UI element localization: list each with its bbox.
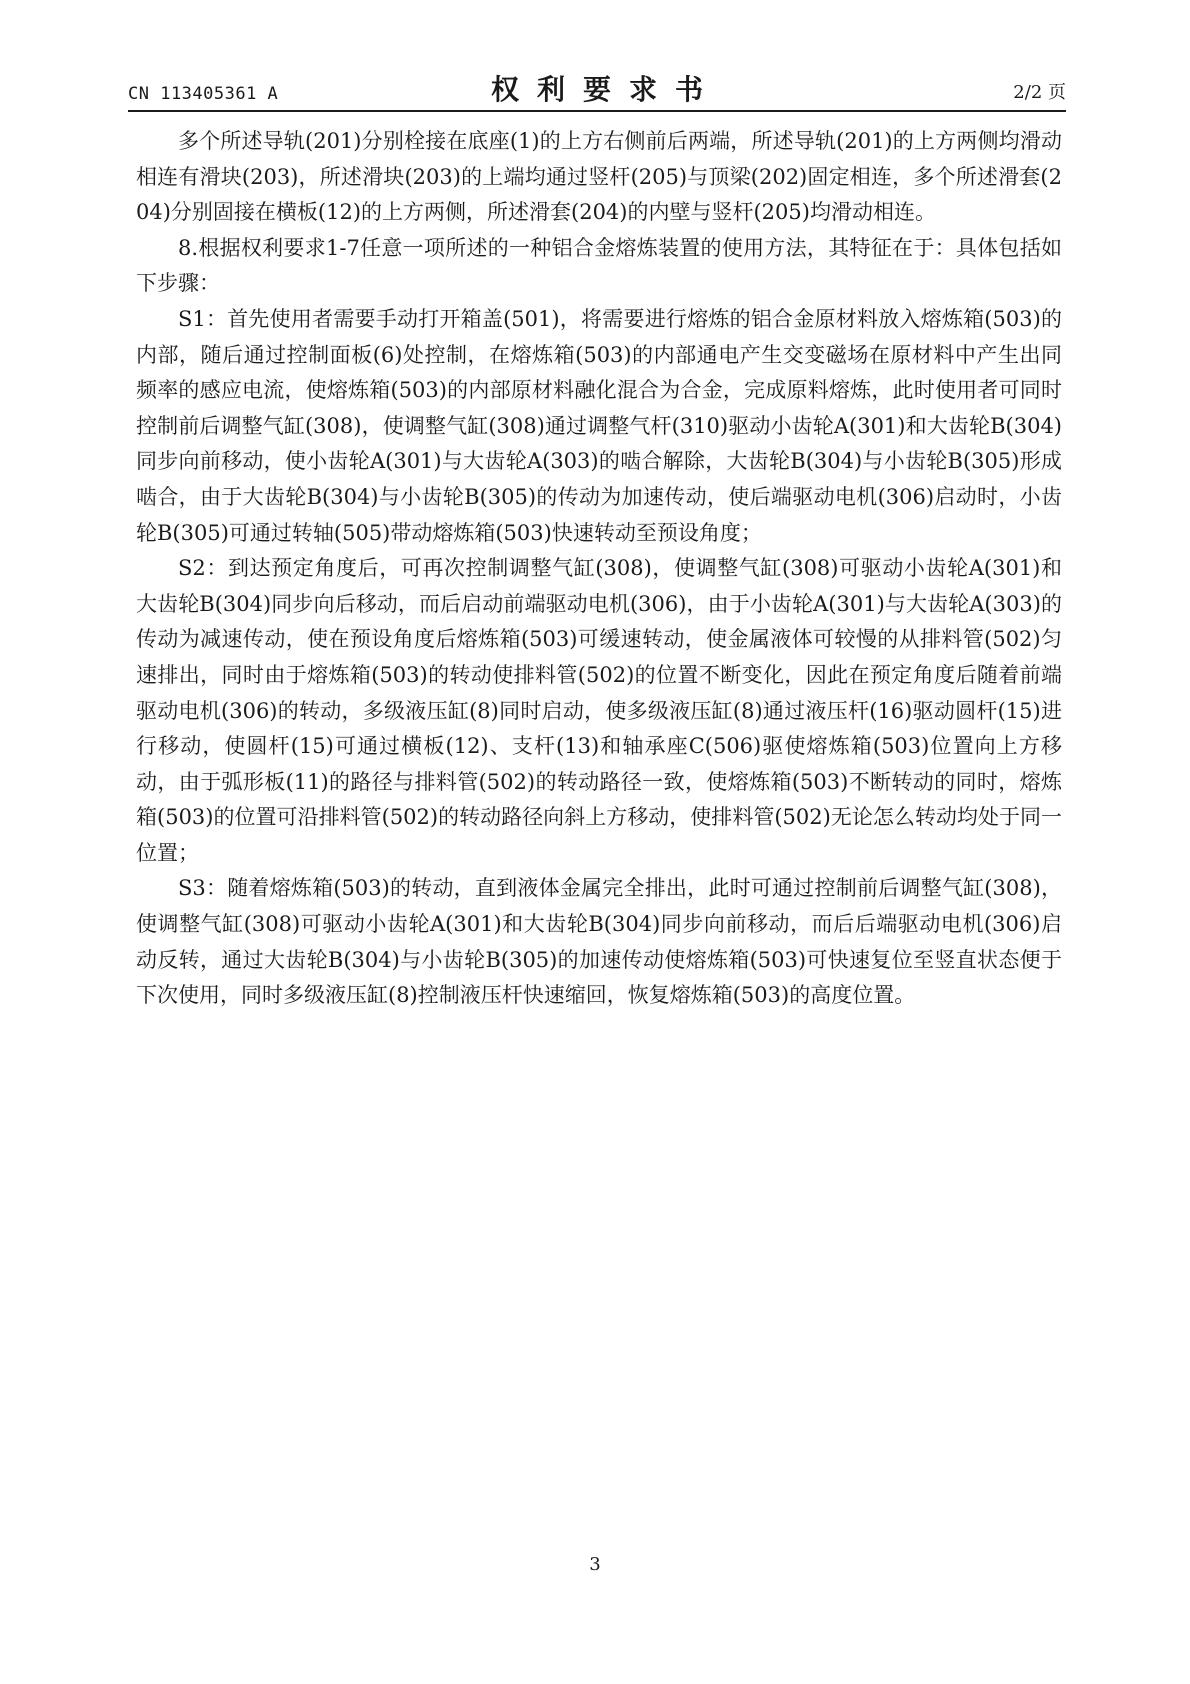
step-s2-paragraph: S2：到达预定角度后，可再次控制调整气缸(308)，使调整气缸(308)可驱动小齿轮A(301)和大齿轮B(304)同步向后移动，而后启动前端驱动电机(306)，由于小齿轮A(301)与大齿轮A(303)的传动为减速传动，使在预设角度后熔炼箱(503)可缓速转动，使金属液体可较慢的从排料管(502)匀速排出，同时由于熔炼箱(503)的转动使排料管(502)的位置不断变化，因此在预定角度后随着前端驱动电机(306)的转动，多级液压缸(8)同时启动，使多级液压缸(8)通过液压杆(16)驱动圆杆(15)进行移动，使圆杆(15)可通过横板(12)、支杆(13)和轴承座C(506)驱使熔炼箱(503)位置向上方移动，由于弧形板(11)的路径与排料管(502)的转动路径一致，使熔炼箱(503)不断转动的同时，熔炼箱(503)的位置可沿排料管(502)的转动路径向斜上方移动，使排料管(502)无论怎么转动均处于同一位置； bbox=[136, 556, 1062, 865]
step-s1-paragraph: S1：首先使用者需要手动打开箱盖(501)，将需要进行熔炼的铝合金原材料放入熔炼箱(503)的内部，随后通过控制面板(6)处控制，在熔炼箱(503)的内部通电产生交变磁场在原材料中产生出同频率的感应电流，使熔炼箱(503)的内部原材料融化混合为合金，完成原料熔炼，此时使用者可同时控制前后调整气缸(308)，使调整气缸(308)通过调整气杆(310)驱动小齿轮A(301)和大齿轮B(304)同步向前移动，使小齿轮A(301)与大齿轮A(303)的啮合解除，大齿轮B(304)与小齿轮B(305)形成啮合，由于大齿轮B(304)与小齿轮B(305)的传动为加速传动，使后端驱动电机(306)启动时，小齿轮B(305)可通过转轴(505)带动熔炼箱(503)快速转动至预设角度； bbox=[136, 306, 1062, 545]
header-divider bbox=[128, 110, 1066, 112]
page-indicator: 2/2 页 bbox=[1013, 82, 1066, 103]
claim-paragraph-continuation: 多个所述导轨(201)分别栓接在底座(1)的上方右侧前后两端，所述导轨(201)的上方两侧均滑动相连有滑块(203)，所述滑块(203)的上端均通过竖杆(205)与顶梁(202)固定相连，多个所述滑套(204)分别固接在横板(12)的上方两侧，所述滑套(204)的内壁与竖杆(205)均滑动相连。 bbox=[136, 129, 1062, 225]
claims-body bbox=[136, 124, 1062, 1014]
step-s3-paragraph: S3：随着熔炼箱(503)的转动，直到液体金属完全排出，此时可通过控制前后调整气缸(308)，使调整气缸(308)可驱动小齿轮A(301)和大齿轮B(304)同步向前移动，而后后端驱动电机(306)启动反转，通过大齿轮B(304)与小齿轮B(305)的加速传动使熔炼箱(503)可快速复位至竖直状态便于下次使用，同时多级液压缸(8)控制液压杆快速缩回，恢复熔炼箱(503)的高度位置。 bbox=[136, 876, 1062, 1008]
publication-number: CN 113405361 A bbox=[128, 84, 279, 104]
claim-8-paragraph: 8.根据权利要求1-7任意一项所述的一种铝合金熔炼装置的使用方法，其特征在于：具体包括如下步骤： bbox=[136, 235, 1062, 296]
page-number: 3 bbox=[589, 1554, 601, 1575]
document-title: 权利要求书 bbox=[490, 73, 721, 106]
page-header bbox=[128, 68, 1066, 110]
